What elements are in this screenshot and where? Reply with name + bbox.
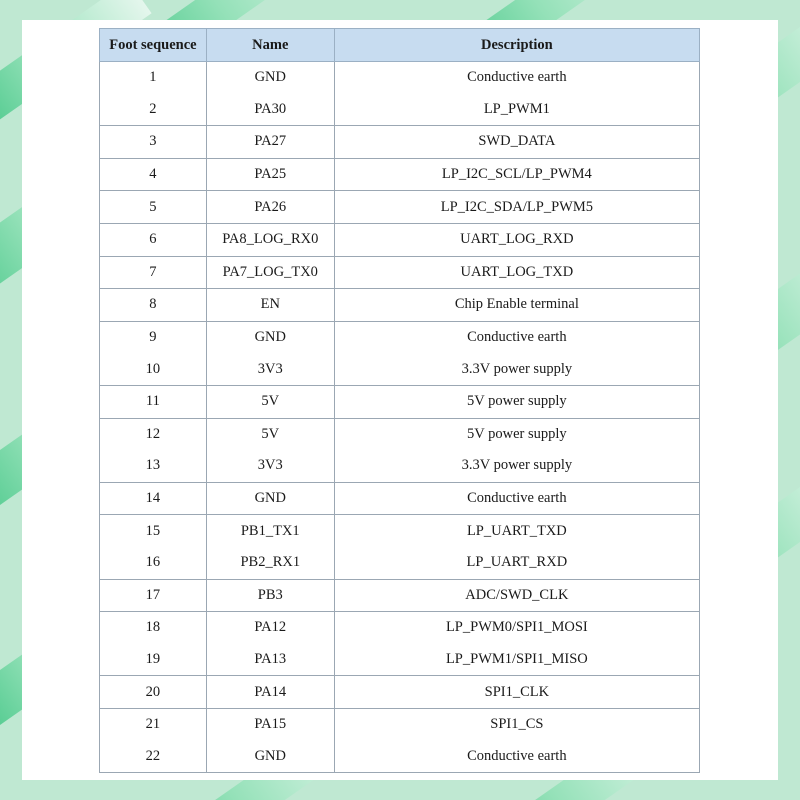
cell-description: Conductive earth	[334, 321, 699, 353]
cell-foot-sequence: 11	[100, 385, 207, 418]
table-row	[100, 94, 700, 126]
cell-description: Conductive earth	[334, 740, 699, 772]
cell-name: PA8_LOG_RX0	[206, 223, 334, 256]
cell-name: PB1_TX1	[206, 515, 334, 547]
cell-foot-sequence: 15	[100, 515, 207, 547]
table-body	[100, 62, 700, 773]
cell-name: PA30	[206, 94, 334, 126]
cell-description: LP_I2C_SCL/LP_PWM4	[334, 158, 699, 191]
cell-foot-sequence: 21	[100, 708, 207, 740]
table-row	[100, 62, 700, 94]
cell-description: LP_I2C_SDA/LP_PWM5	[334, 191, 699, 224]
cell-foot-sequence: 19	[100, 644, 207, 676]
cell-description: 5V power supply	[334, 385, 699, 418]
table-row	[100, 450, 700, 482]
cell-name: PB3	[206, 579, 334, 612]
table-row	[100, 353, 700, 385]
header-description: Description	[334, 29, 699, 62]
cell-description: SPI1_CLK	[334, 676, 699, 709]
cell-name: EN	[206, 289, 334, 322]
cell-foot-sequence: 10	[100, 353, 207, 385]
cell-description: 3.3V power supply	[334, 450, 699, 482]
header-name: Name	[206, 29, 334, 62]
cell-name: PA25	[206, 158, 334, 191]
cell-foot-sequence: 4	[100, 158, 207, 191]
cell-name: PA26	[206, 191, 334, 224]
pin-table	[99, 28, 700, 773]
cell-description: SPI1_CS	[334, 708, 699, 740]
table-row	[100, 385, 700, 418]
table-row	[100, 482, 700, 515]
cell-foot-sequence: 6	[100, 223, 207, 256]
cell-foot-sequence: 8	[100, 289, 207, 322]
cell-description: SWD_DATA	[334, 126, 699, 159]
cell-name: PA13	[206, 644, 334, 676]
table-row	[100, 612, 700, 644]
table-row	[100, 321, 700, 353]
table-row	[100, 676, 700, 709]
cell-name: GND	[206, 740, 334, 772]
cell-description: Conductive earth	[334, 482, 699, 515]
table-row	[100, 515, 700, 547]
cell-foot-sequence: 14	[100, 482, 207, 515]
cell-description: ADC/SWD_CLK	[334, 579, 699, 612]
table-header-row	[100, 29, 700, 62]
cell-description: LP_PWM1	[334, 94, 699, 126]
cell-description: LP_PWM0/SPI1_MOSI	[334, 612, 699, 644]
cell-name: 3V3	[206, 450, 334, 482]
cell-description: LP_UART_TXD	[334, 515, 699, 547]
table-row	[100, 223, 700, 256]
cell-foot-sequence: 18	[100, 612, 207, 644]
table-row	[100, 126, 700, 159]
cell-description: LP_PWM1/SPI1_MISO	[334, 644, 699, 676]
table-row	[100, 289, 700, 322]
table-row	[100, 256, 700, 289]
table-row	[100, 418, 700, 450]
cell-foot-sequence: 3	[100, 126, 207, 159]
cell-description: 3.3V power supply	[334, 353, 699, 385]
cell-name: 3V3	[206, 353, 334, 385]
cell-name: GND	[206, 321, 334, 353]
cell-name: PB2_RX1	[206, 547, 334, 579]
cell-name: PA7_LOG_TX0	[206, 256, 334, 289]
cell-foot-sequence: 12	[100, 418, 207, 450]
table-row	[100, 579, 700, 612]
cell-description: Chip Enable terminal	[334, 289, 699, 322]
cell-foot-sequence: 22	[100, 740, 207, 772]
cell-description: UART_LOG_TXD	[334, 256, 699, 289]
table-row	[100, 740, 700, 772]
cell-foot-sequence: 13	[100, 450, 207, 482]
cell-description: LP_UART_RXD	[334, 547, 699, 579]
cell-name: 5V	[206, 385, 334, 418]
cell-name: GND	[206, 62, 334, 94]
table-row	[100, 644, 700, 676]
cell-foot-sequence: 17	[100, 579, 207, 612]
cell-description: UART_LOG_RXD	[334, 223, 699, 256]
cell-name: GND	[206, 482, 334, 515]
cell-foot-sequence: 1	[100, 62, 207, 94]
table-row	[100, 547, 700, 579]
document-frame	[22, 20, 778, 780]
table-row	[100, 191, 700, 224]
cell-foot-sequence: 5	[100, 191, 207, 224]
cell-description: 5V power supply	[334, 418, 699, 450]
cell-foot-sequence: 2	[100, 94, 207, 126]
cell-description: Conductive earth	[334, 62, 699, 94]
header-foot-sequence: Foot sequence	[100, 29, 207, 62]
cell-foot-sequence: 7	[100, 256, 207, 289]
cell-name: PA27	[206, 126, 334, 159]
cell-foot-sequence: 16	[100, 547, 207, 579]
cell-name: PA12	[206, 612, 334, 644]
cell-name: PA14	[206, 676, 334, 709]
table-row	[100, 708, 700, 740]
table-row	[100, 158, 700, 191]
cell-name: 5V	[206, 418, 334, 450]
cell-foot-sequence: 9	[100, 321, 207, 353]
cell-foot-sequence: 20	[100, 676, 207, 709]
cell-name: PA15	[206, 708, 334, 740]
